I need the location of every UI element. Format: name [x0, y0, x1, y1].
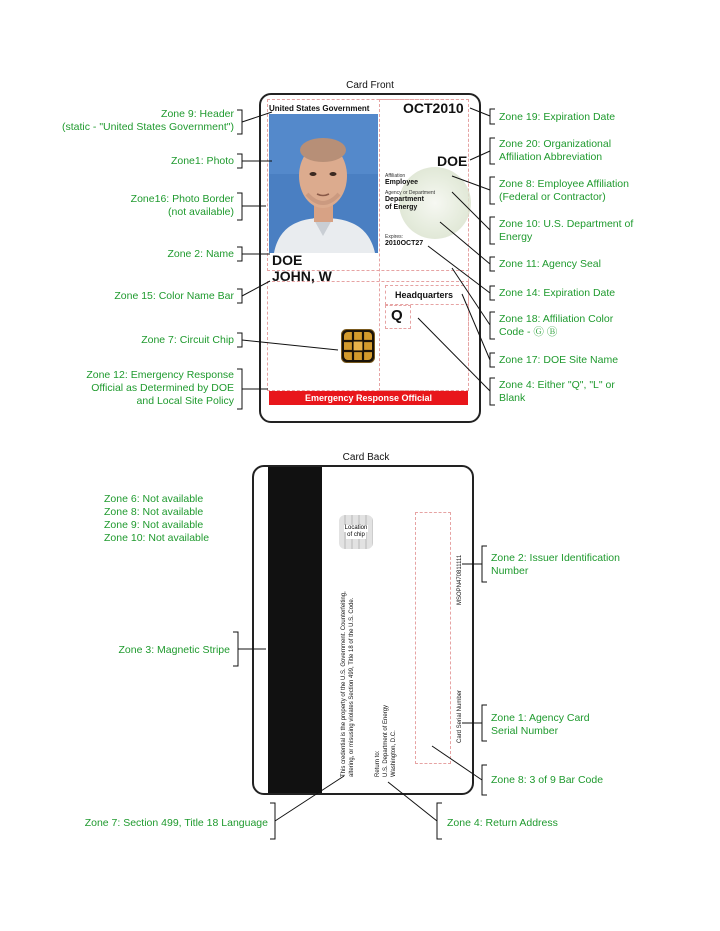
zone4-letter: Q	[391, 307, 403, 324]
label-back-zone8: Zone 8: 3 of 9 Bar Code	[491, 774, 604, 786]
label-back-zone3: Zone 3: Magnetic Stripe	[118, 644, 230, 656]
label-zone11: Zone 11: Agency Seal	[499, 258, 601, 270]
label-zone2: Zone 2: Name	[167, 248, 234, 260]
agency-line2: of Energy	[385, 204, 418, 211]
label-zone1: Zone1: Photo	[170, 155, 234, 167]
expiration-top: OCT2010	[403, 100, 464, 116]
return-address: Return to: U.S. Department of Energy Washington, D.C.	[375, 704, 397, 777]
label-back-not-available: Zone 6: Not available Zone 8: Not available Zone 9: Not available Zone 10: Not available	[104, 493, 210, 544]
label-zone16: Zone16: Photo Border (not available)	[130, 193, 234, 218]
expires-value: 2010OCT27	[385, 240, 424, 247]
agency-line1: Department	[385, 196, 424, 203]
card-header: United States Government	[269, 104, 370, 113]
org-abbrev: DOE	[437, 153, 468, 169]
label-zone8: Zone 8: Employee Affiliation (Federal or Contractor)	[499, 178, 629, 203]
chip-location-text-1: Location	[344, 525, 368, 531]
label-zone4: Zone 4: Either "Q", "L" or Blank	[499, 379, 615, 404]
label-zone9: Zone 9: Header (static - "United States Government")	[61, 108, 234, 133]
label-back-zone4: Zone 4: Return Address	[447, 817, 558, 829]
card-serial-label: Card Serial Number	[457, 689, 463, 743]
emergency-response-bar: Emergency Response Official	[269, 391, 468, 405]
label-zone10: Zone 10: U.S. Department of Energy	[499, 218, 634, 243]
label-back-zone1: Zone 1: Agency Card Serial Number	[491, 712, 590, 737]
name-first: JOHN, W	[272, 268, 332, 284]
chip-location-text-2: of chip	[347, 532, 365, 538]
label-zone17: Zone 17: DOE Site Name	[499, 354, 619, 366]
label-back-zone2: Zone 2: Issuer Identification Number	[491, 552, 620, 577]
label-zone20: Zone 20: Organizational Affiliation Abbreviation	[499, 138, 612, 163]
agency-label: Agency or Department	[385, 190, 436, 196]
label-zone15: Zone 15: Color Name Bar	[114, 290, 234, 302]
issuer-id: MSOPN470811111	[457, 554, 463, 605]
label-zone19: Zone 19: Expiration Date	[499, 111, 616, 123]
card-front-title: Card Front	[346, 80, 394, 91]
affiliation-label: Affiliation	[385, 173, 406, 179]
expires-label: Expires:	[385, 234, 404, 240]
affiliation-value: Employee	[385, 179, 419, 186]
label-back-zone7: Zone 7: Section 499, Title 18 Language	[84, 817, 268, 829]
label-zone7: Zone 7: Circuit Chip	[141, 334, 234, 346]
section-499-text: This credential is the property of the U.S. Government. Counterfeiting, altering, or misusing violates Section 499, Title 18 of the U.S. Code.	[341, 591, 355, 777]
card-back-title: Card Back	[342, 452, 390, 463]
label-zone12: Zone 12: Emergency Response Official as Determined by DOE and Local Site Policy	[86, 369, 234, 407]
label-zone14: Zone 14: Expiration Date	[499, 287, 616, 299]
label-zone18: Zone 18: Affiliation Color Code - Ⓖ Ⓑ	[499, 313, 614, 338]
site-name: Headquarters	[395, 290, 454, 300]
name-last: DOE	[272, 252, 303, 268]
